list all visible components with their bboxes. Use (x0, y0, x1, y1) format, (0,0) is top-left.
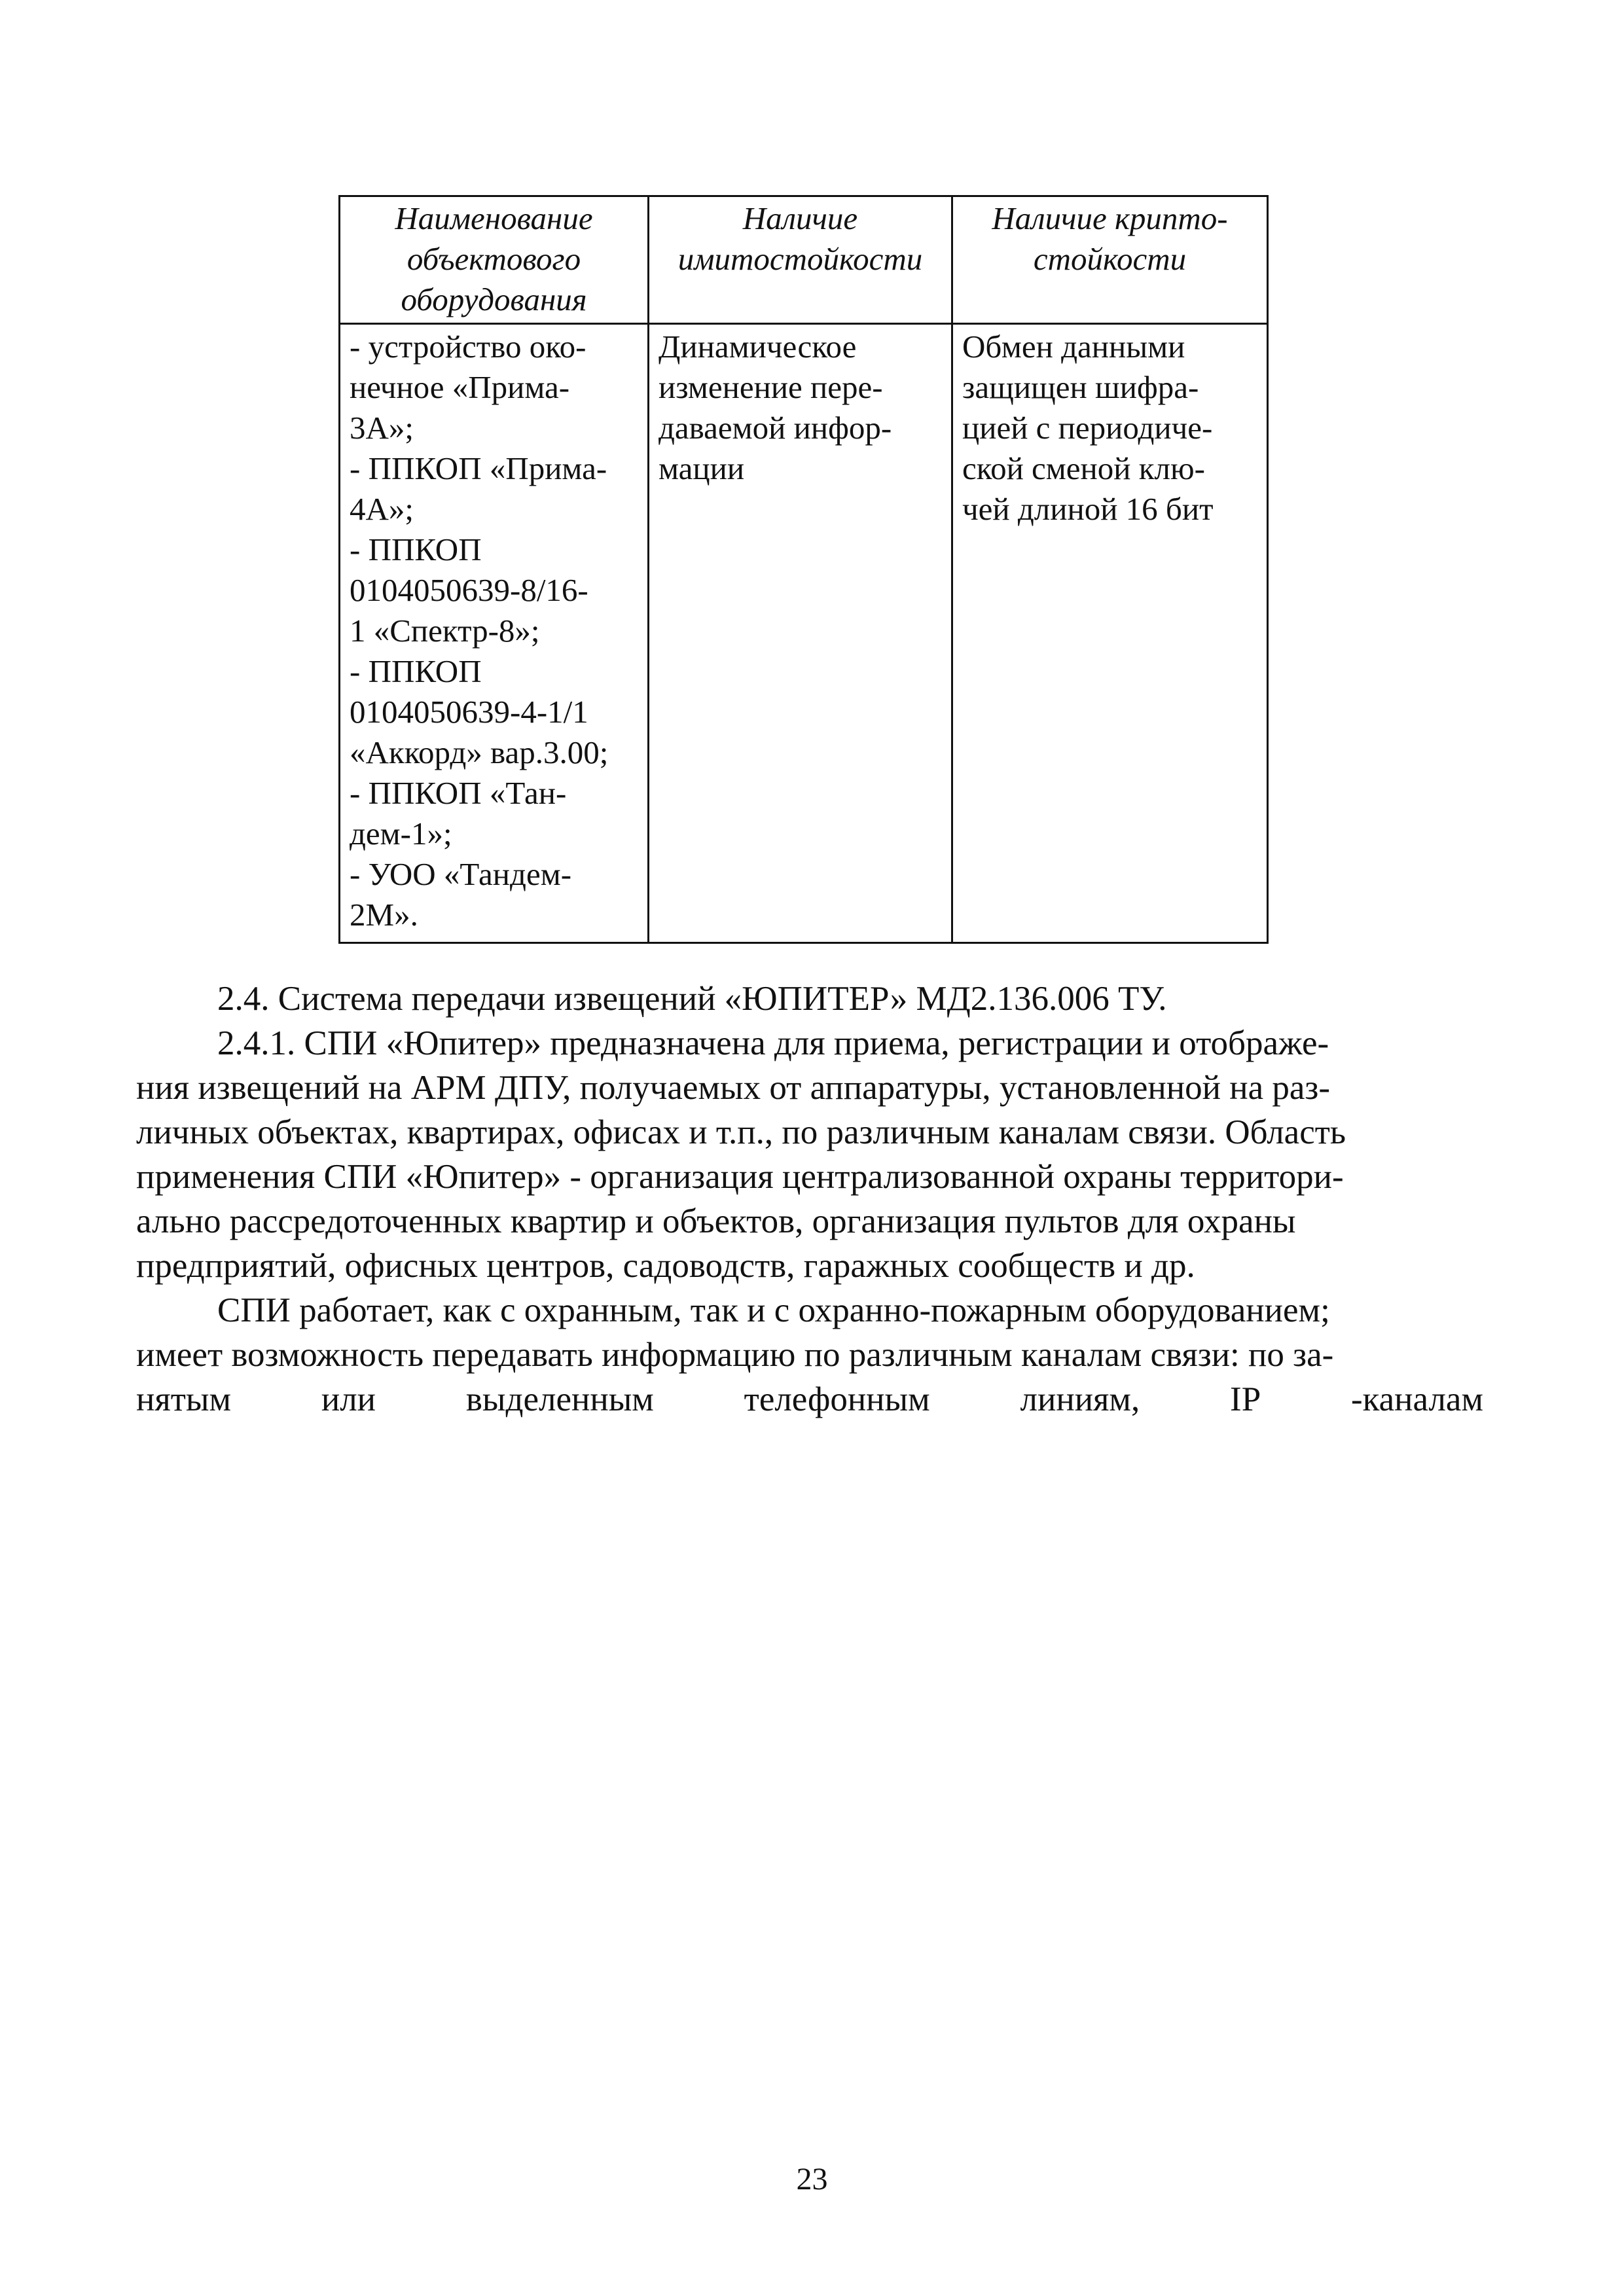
word: телефонным (744, 1380, 930, 1418)
imito-line: изменение пере- (659, 369, 883, 405)
header-line: Наличие крипто- (992, 200, 1228, 236)
paragraph-line: 2.4.1. СПИ «Юпитер» предназначена для приема, регистрации и отображе- (217, 1024, 1329, 1062)
section-text (136, 977, 1483, 1422)
equipment-line: 4А»; (350, 491, 414, 527)
header-equipment-name (340, 196, 649, 324)
header-line: имитостойкости (677, 241, 923, 277)
section-heading (136, 977, 1483, 1021)
cell-equipment-list (340, 324, 649, 943)
equipment-line: 0104050639-4-1/1 (350, 694, 588, 730)
word: или (321, 1380, 376, 1418)
paragraph-equipment (136, 1288, 1483, 1422)
equipment-line: «Аккорд» вар.3.00; (350, 734, 609, 770)
imito-line: даваемой инфор- (659, 410, 892, 446)
header-line: оборудования (401, 281, 587, 317)
cell-imito-resistance (649, 324, 952, 943)
table-row (340, 324, 1268, 943)
paragraph-line: ния извещений на АРМ ДПУ, получаемых от аппаратуры, установленной на раз- (136, 1069, 1330, 1107)
crypto-line: чей длиной 16 бит (962, 491, 1214, 527)
equipment-line: - ППКОП (350, 531, 482, 567)
equipment-line: дем-1»; (350, 816, 452, 852)
equipment-line: - устройство око- (350, 329, 586, 365)
cell-crypto-resistance (952, 324, 1268, 943)
equipment-line: - ППКОП «Тан- (350, 775, 567, 811)
header-line: стойкости (1033, 241, 1187, 277)
equipment-line: 2М». (350, 897, 418, 933)
word: нятым (136, 1380, 232, 1418)
equipment-line: - ППКОП (350, 653, 482, 689)
word: IP (1230, 1380, 1261, 1418)
word: линиям, (1020, 1380, 1140, 1418)
table-header-row (340, 196, 1268, 324)
paragraph-line: применения СПИ «Юпитер» - организация централизованной охраны территори- (136, 1158, 1344, 1196)
imito-line: Динамическое (659, 329, 857, 365)
equipment-line: - УОО «Тандем- (350, 856, 572, 892)
header-line: объектового (406, 241, 581, 277)
paragraph-line: предприятий, офисных центров, садоводств, гаражных сообществ и др. (136, 1247, 1195, 1285)
crypto-line: цией с периодиче- (962, 410, 1213, 446)
equipment-line: 0104050639-8/16- (350, 572, 588, 608)
header-line: Наименование (395, 200, 593, 236)
equipment-table (338, 195, 1269, 944)
equipment-line: 1 «Спектр-8»; (350, 613, 540, 649)
crypto-line: защищен шифра- (962, 369, 1199, 405)
imito-line: мации (659, 450, 745, 486)
header-line: Наличие (742, 200, 858, 236)
equipment-line: - ППКОП «Прима- (350, 450, 607, 486)
page-number: 23 (796, 2162, 828, 2197)
paragraph-line: личных объектах, квартирах, офисах и т.п., по различным каналам связи. Область (136, 1113, 1346, 1151)
word: выделенным (465, 1380, 654, 1418)
crypto-line: Обмен данными (962, 329, 1185, 365)
header-imito-resistance (649, 196, 952, 324)
word: -каналам (1351, 1380, 1483, 1418)
paragraph-purpose (136, 1021, 1483, 1288)
equipment-line: 3А»; (350, 410, 414, 446)
paragraph-last-line (136, 1377, 1483, 1422)
crypto-line: ской сменой клю- (962, 450, 1205, 486)
paragraph-line: ально рассредоточенных квартир и объектов, организация пультов для охраны (136, 1202, 1296, 1240)
paragraph-line: СПИ работает, как с охранным, так и с охранно-пожарным оборудованием; (217, 1291, 1330, 1329)
paragraph-line: имеет возможность передавать информацию по различным каналам связи: по за- (136, 1336, 1334, 1374)
equipment-line: нечное «Прима- (350, 369, 570, 405)
heading-line: 2.4. Система передачи извещений «ЮПИТЕР» МД2.136.006 ТУ. (217, 980, 1167, 1018)
header-crypto-resistance (952, 196, 1268, 324)
